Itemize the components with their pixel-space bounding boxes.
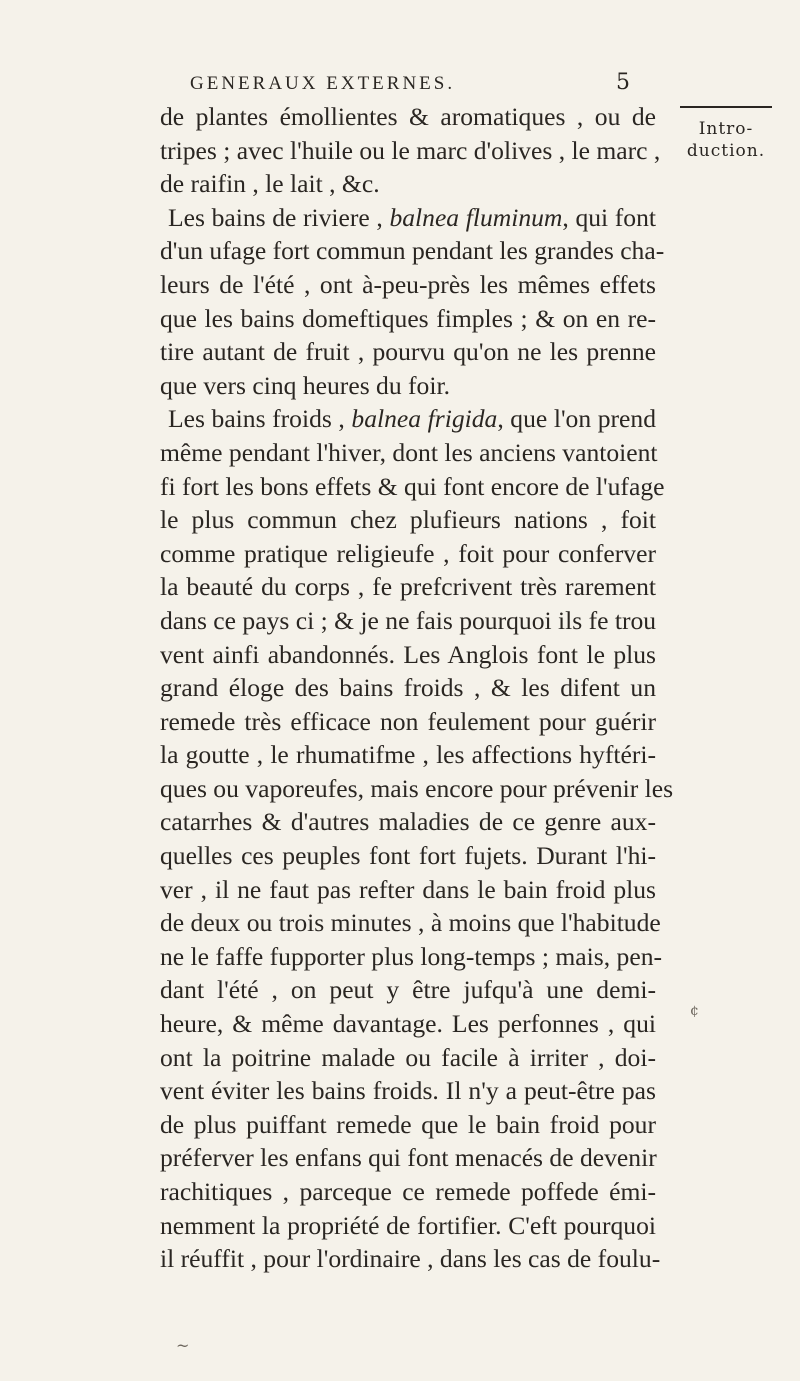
text-line: catarrhes & d'autres maladies de ce genre aux-: [160, 807, 656, 837]
latin-term: balnea fluminum: [389, 202, 563, 232]
text-line: de raifin , le lait , &c.: [160, 169, 380, 199]
text-line: fi fort les bons effets & qui font encore de l'ufage: [160, 471, 665, 501]
text-line: remede très efficace non feulement pour guérir: [160, 706, 656, 736]
text-line: comme pratique religieufe , foit pour conferver: [160, 538, 656, 568]
text-line: d'un ufage fort commun pendant les grandes cha-: [160, 236, 665, 266]
latin-term: balnea frigida: [351, 404, 498, 434]
text-line: quelles ces peuples font fort fujets. Durant l'hi-: [160, 841, 656, 871]
text-line: la goutte , le rhumatifme , les affections hyftéri-: [160, 740, 656, 770]
body-text: [160, 100, 674, 1276]
margin-rule: [680, 106, 772, 108]
text-line: de plus puiffant remede que le bain froid pour: [160, 1109, 656, 1139]
text-line: tire autant de fruit , pourvu qu'on ne les prenne: [160, 337, 656, 367]
text-line: vent ainfi abandonnés. Les Anglois font le plus: [160, 639, 656, 669]
text-line: que les bains domeftiques fimples ; & on en re-: [160, 303, 656, 333]
text-line: heure, & même davantage. Les perfonnes , qui: [160, 1009, 656, 1039]
text-line: nemment la propriété de fortifier. C'eft pourquoi: [160, 1210, 656, 1240]
margin-mark: ¢: [690, 1003, 699, 1019]
text-segment: , que l'on prend: [497, 404, 656, 434]
text-segment: , qui font: [562, 202, 656, 232]
text-line: [160, 201, 656, 235]
text-segment: Les bains froids ,: [168, 404, 352, 434]
text-line: rachitiques , parceque ce remede poffede émi-: [160, 1177, 656, 1206]
text-line: que vers cinq heures du foir.: [160, 370, 450, 400]
text-line: il réuffit , pour l'ordinaire , dans les cas de foulu-: [160, 1244, 661, 1274]
margin-note: [676, 118, 776, 162]
text-line: la beauté du corps , fe prefcrivent très rarement: [160, 572, 656, 602]
bottom-mark: ~: [176, 1336, 190, 1355]
running-title: GENERAUX EXTERNES.: [190, 73, 456, 94]
text-line: même pendant l'hiver, dont les anciens vantoient: [160, 437, 658, 467]
running-head: [190, 70, 630, 95]
text-line: [160, 402, 656, 436]
text-line: préferver les enfans qui font menacés de devenir: [160, 1143, 657, 1173]
text-line: ne le faffe fupporter plus long-temps ; mais, pen-: [160, 941, 663, 971]
text-line: dans ce pays ci ; & je ne fais pourquoi ils fe trou: [160, 605, 657, 635]
text-line: de plantes émollientes & aromatiques , ou de: [160, 102, 656, 131]
text-line: vent éviter les bains froids. Il n'y a peut-être pas: [160, 1076, 656, 1106]
page-number: 5: [616, 70, 630, 95]
text-line: le plus commun chez plufieurs nations , foit: [160, 505, 656, 535]
margin-note-line-2: duction.: [686, 141, 766, 161]
text-line: de deux ou trois minutes , à moins que l'habitude: [160, 908, 661, 938]
text-line: tripes ; avec l'huile ou le marc d'olives , le marc ,: [160, 135, 661, 165]
text-segment: Les bains de riviere ,: [168, 202, 390, 232]
text-line: ver , il ne faut pas refter dans le bain froid plus: [160, 874, 656, 904]
text-line: leurs de l'été , ont à-peu-près les mêmes effets: [160, 269, 656, 299]
text-line: dant l'été , on peut y être jufqu'à une demi-: [160, 975, 656, 1005]
text-line: ont la poitrine malade ou facile à irriter , doi-: [160, 1042, 656, 1072]
margin-note-line-1: Intro-: [698, 119, 754, 139]
text-line: ques ou vaporeufes, mais encore pour prévenir les: [160, 773, 674, 803]
text-line: grand éloge des bains froids , & les difent un: [160, 673, 656, 703]
